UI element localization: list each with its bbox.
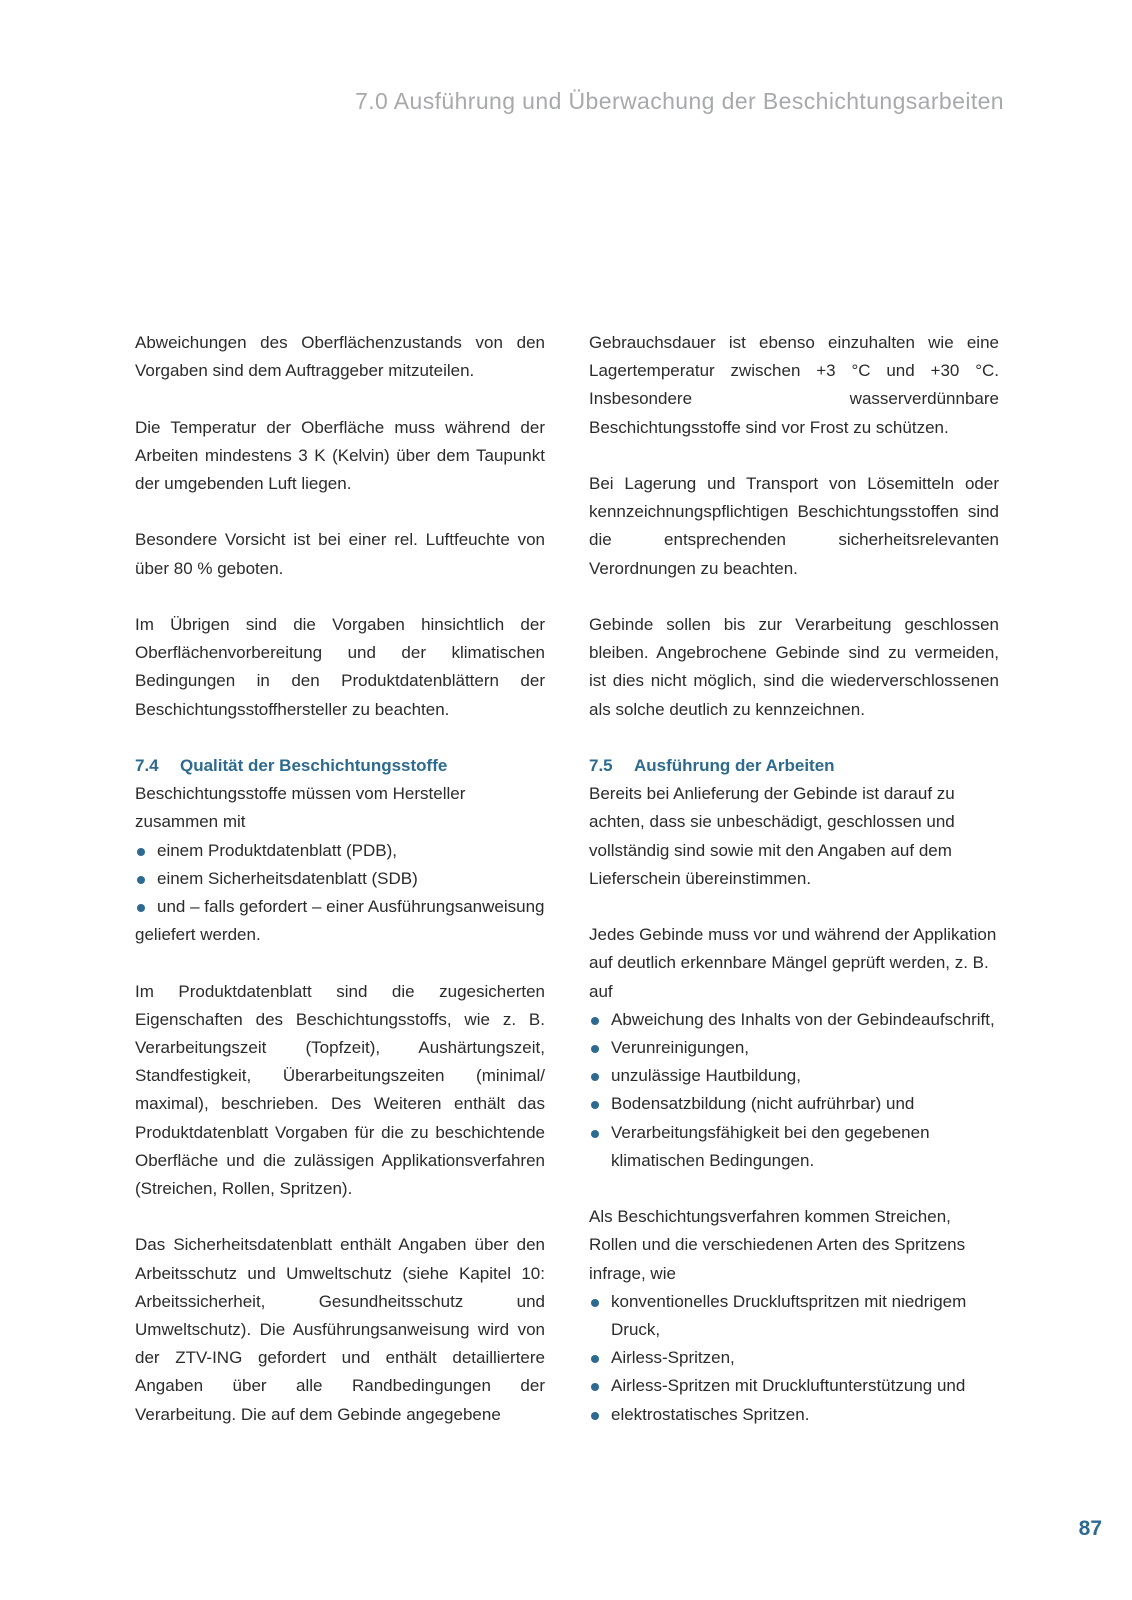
paragraph: Bereits bei Anlieferung der Gebinde ist darauf zu achten, dass sie unbeschädigt, geschlossen und vollständig sind sowie mit den Angaben auf dem Lieferschein übereinstimmen. [589,784,955,888]
section-outro: geliefert werden. [135,925,261,945]
paragraph: Gebinde sollen bis zur Verarbeitung geschlossen bleiben. Angebrochene Gebinde sind zu vermeiden, ist dies nicht möglich, sind die wiederverschlossenen als solche deutlich zu kennzeichnen. [589,615,999,719]
right-column [589,329,999,1429]
page-number: 87 [1078,1517,1102,1540]
paragraph: Im Produktdatenblatt sind die zugesicherten Eigenschaften des Beschichtungsstoffs, wie z. B. Verarbeitungszeit (Topfzeit), Aushärtungszeit, Standfestigkeit, Überarbeitungszeiten (minimal/ maximal), beschrieben. Des Weiteren enthält das Produktdatenblatt Vorgaben für die zu beschichtende Oberfläche und die zulässigen Applikationsverfahren (Streichen, Rollen, Spritzen). [135,981,545,1199]
paragraph: Die Temperatur der Oberfläche muss während der Arbeiten mindestens 3 K (Kelvin) über dem Taupunkt der umgebenden Luft liegen. [135,417,545,493]
paragraph: Abweichungen des Oberflächenzustands von den Vorgaben sind dem Auftraggeber mitzuteilen. [135,333,545,381]
bullet-list [135,837,545,922]
section-heading-7-5 [589,752,999,780]
list-item: unzulässige Hautbildung, [589,1062,999,1090]
chapter-title: 7.0 Ausführung und Überwachung der Beschichtungsarbeiten [355,88,1004,114]
list-item: konventionelles Druckluftspritzen mit niedrigem Druck, [589,1288,999,1344]
list-item: und – falls gefordert – einer Ausführungsanweisung [135,893,545,921]
section-number: 7.5 [589,756,613,775]
paragraph: Besondere Vorsicht ist bei einer rel. Luftfeuchte von über 80 % geboten. [135,530,545,578]
left-column [135,329,545,1429]
paragraph: Bei Lagerung und Transport von Lösemitteln oder kennzeichnungspflichtigen Beschichtungsstoffen sind die entsprechenden sicherheitsrelevanten Verordnungen zu beachten. [589,474,999,578]
paragraph: Gebrauchsdauer ist ebenso einzuhalten wie eine Lagertemperatur zwischen +3 °C und +30 °C. Insbesondere wasserverdünnbare Beschichtungsstoffe sind vor Frost zu schützen. [589,333,999,437]
section-number: 7.4 [135,755,159,775]
bullet-list [589,1288,999,1429]
list-item: Verunreinigungen, [589,1034,999,1062]
paragraph: Im Übrigen sind die Vorgaben hinsichtlich der Oberflächenvorbereitung und der klimatischen Bedingungen in den Produktdatenblättern der Beschichtungsstoffhersteller zu beachten. [135,614,545,719]
list-item: einem Sicherheitsdatenblatt (SDB) [135,865,545,893]
list-item: Bodensatzbildung (nicht aufrührbar) und [589,1090,999,1118]
section-title: Qualität der Beschichtungsstoffe [180,755,448,775]
paragraph: Das Sicherheitsdatenblatt enthält Angaben über den Arbeitsschutz und Umweltschutz (siehe Kapitel 10: Arbeitssicherheit, Gesundheitsschutz und Umweltschutz). Die Ausführungsanweisung wird von der ZTV-ING gefordert und enthält detailliertere Angaben über alle Randbedingungen der Verarbeitung. Die auf dem Gebinde angegebene [135,1235,545,1424]
paragraph: Jedes Gebinde muss vor und während der Applikation auf deutlich erkennbare Mängel geprüft werden, z. B. auf [589,925,997,1001]
list-item: elektrostatisches Spritzen. [589,1401,999,1429]
list-item: einem Produktdatenblatt (PDB), [135,837,545,865]
section-title: Ausführung der Arbeiten [634,756,835,775]
list-item: Airless-Spritzen mit Druckluftunterstützung und [589,1372,999,1400]
section-intro: Beschichtungsstoffe müssen vom Hersteller zusammen mit [135,784,466,832]
section-heading-7-4 [135,752,545,780]
list-item: Abweichung des Inhalts von der Gebindeaufschrift, [589,1006,999,1034]
list-item: Verarbeitungsfähigkeit bei den gegebenen klimatischen Bedingungen. [589,1119,999,1175]
bullet-list [589,1006,999,1175]
list-item: Airless-Spritzen, [589,1344,999,1372]
paragraph: Als Beschichtungsverfahren kommen Streichen, Rollen und die verschiedenen Arten des Spritzens infrage, wie [589,1207,966,1283]
